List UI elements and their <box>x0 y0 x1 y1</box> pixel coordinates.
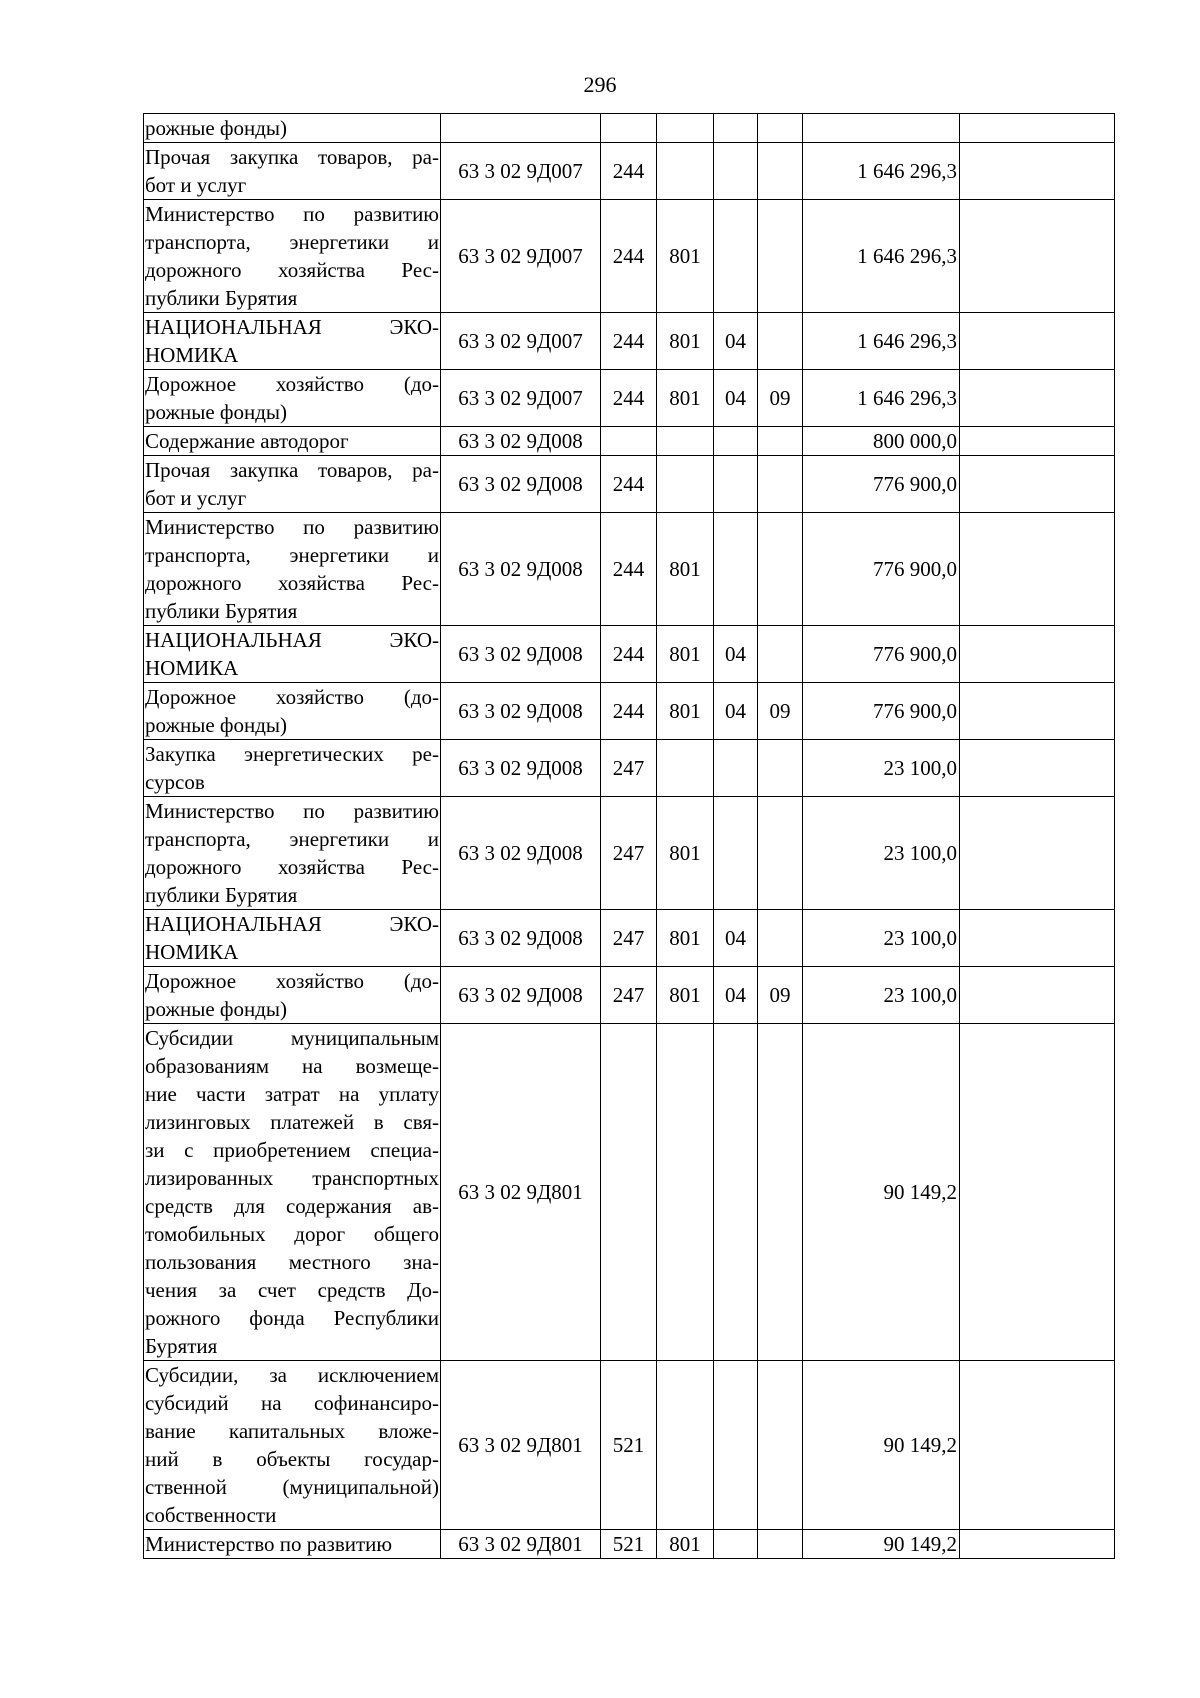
item-name-line: Министерство по развитию <box>145 515 439 539</box>
cell-expense-type <box>601 114 657 143</box>
cell-ministry-code: 801 <box>657 683 714 740</box>
item-name-line: Министерство по развитию <box>145 799 439 823</box>
cell-amount: 776 900,0 <box>803 626 960 683</box>
item-name-line: Прочая закупка товаров, ра- <box>145 458 439 482</box>
cell-ministry-code <box>657 114 714 143</box>
cell-expense-type: 521 <box>601 1361 657 1530</box>
cell-amount: 800 000,0 <box>803 427 960 456</box>
cell-amount: 1 646 296,3 <box>803 200 960 313</box>
cell-expense-type: 244 <box>601 456 657 513</box>
table-row <box>144 456 1115 513</box>
page-number: 296 <box>583 72 617 97</box>
cell-subsection: 09 <box>758 967 803 1024</box>
cell-empty <box>960 910 1115 967</box>
cell-subsection: 09 <box>758 683 803 740</box>
item-name-line: рожные фонды) <box>145 400 288 424</box>
cell-expense-type: 244 <box>601 683 657 740</box>
cell-item-name <box>144 740 441 797</box>
cell-section <box>714 1530 758 1559</box>
cell-subsection <box>758 740 803 797</box>
cell-section <box>714 1024 758 1361</box>
cell-item-name <box>144 683 441 740</box>
cell-section <box>714 114 758 143</box>
cell-empty <box>960 967 1115 1024</box>
cell-ministry-code: 801 <box>657 1530 714 1559</box>
cell-ministry-code: 801 <box>657 370 714 427</box>
cell-subsection <box>758 200 803 313</box>
item-name-line: транспорта, энергетики и <box>145 230 439 254</box>
cell-empty <box>960 370 1115 427</box>
item-name-line: рожного фонда Республики <box>145 1306 439 1330</box>
cell-section: 04 <box>714 683 758 740</box>
cell-item-name <box>144 910 441 967</box>
cell-amount: 90 149,2 <box>803 1361 960 1530</box>
cell-empty <box>960 114 1115 143</box>
table-row <box>144 683 1115 740</box>
item-name-line: сурсов <box>145 770 205 794</box>
table-row <box>144 513 1115 626</box>
table-row <box>144 143 1115 200</box>
cell-empty <box>960 1530 1115 1559</box>
item-name-line: НОМИКА <box>145 940 239 964</box>
item-name-line: бот и услуг <box>145 173 247 197</box>
item-name-line: НАЦИОНАЛЬНАЯ ЭКО- <box>145 912 439 936</box>
cell-target-code: 63 3 02 9Д008 <box>441 797 601 910</box>
cell-target-code: 63 3 02 9Д008 <box>441 967 601 1024</box>
item-name-line: транспорта, энергетики и <box>145 827 439 851</box>
cell-subsection <box>758 143 803 200</box>
cell-empty <box>960 427 1115 456</box>
cell-target-code: 63 3 02 9Д801 <box>441 1024 601 1361</box>
item-name-line: Бурятия <box>145 1334 218 1358</box>
table-row <box>144 370 1115 427</box>
cell-ministry-code: 801 <box>657 313 714 370</box>
cell-ministry-code <box>657 740 714 797</box>
cell-item-name <box>144 626 441 683</box>
item-name-line: Закупка энергетических ре- <box>145 742 439 766</box>
budget-table <box>143 113 1115 1559</box>
cell-amount: 23 100,0 <box>803 910 960 967</box>
item-name-line: Дорожное хозяйство (до- <box>145 685 439 709</box>
cell-target-code: 63 3 02 9Д008 <box>441 626 601 683</box>
cell-amount: 1 646 296,3 <box>803 370 960 427</box>
item-name-line: пользования местного зна- <box>145 1250 439 1274</box>
cell-expense-type: 247 <box>601 740 657 797</box>
cell-ministry-code: 801 <box>657 967 714 1024</box>
cell-subsection <box>758 1024 803 1361</box>
cell-expense-type: 244 <box>601 143 657 200</box>
item-name-line: ственной (муниципальной) <box>145 1475 439 1499</box>
item-name-line: рожные фонды) <box>145 116 288 140</box>
cell-section: 04 <box>714 910 758 967</box>
cell-subsection <box>758 797 803 910</box>
cell-empty <box>960 1024 1115 1361</box>
cell-section: 04 <box>714 967 758 1024</box>
item-name-line: публики Бурятия <box>145 286 298 310</box>
item-name-line: чения за счет средств До- <box>145 1278 439 1302</box>
cell-target-code: 63 3 02 9Д007 <box>441 313 601 370</box>
cell-ministry-code <box>657 1361 714 1530</box>
cell-target-code: 63 3 02 9Д801 <box>441 1530 601 1559</box>
cell-expense-type: 244 <box>601 513 657 626</box>
item-name-line: Дорожное хозяйство (до- <box>145 372 439 396</box>
cell-subsection <box>758 114 803 143</box>
table-row <box>144 1530 1115 1559</box>
item-name-line: дорожного хозяйства Рес- <box>145 258 439 282</box>
cell-expense-type: 244 <box>601 370 657 427</box>
cell-item-name <box>144 1361 441 1530</box>
cell-subsection <box>758 1361 803 1530</box>
cell-empty <box>960 683 1115 740</box>
cell-subsection: 09 <box>758 370 803 427</box>
item-name-line: Дорожное хозяйство (до- <box>145 969 439 993</box>
cell-target-code: 63 3 02 9Д008 <box>441 456 601 513</box>
cell-section <box>714 200 758 313</box>
cell-amount: 90 149,2 <box>803 1024 960 1361</box>
table-row <box>144 427 1115 456</box>
table-row <box>144 797 1115 910</box>
cell-section: 04 <box>714 626 758 683</box>
cell-target-code: 63 3 02 9Д007 <box>441 200 601 313</box>
item-name-line: ний в объекты государ- <box>145 1447 439 1471</box>
item-name-line: рожные фонды) <box>145 997 288 1021</box>
cell-subsection <box>758 427 803 456</box>
cell-amount: 776 900,0 <box>803 456 960 513</box>
item-name-line: бот и услуг <box>145 486 247 510</box>
cell-empty <box>960 626 1115 683</box>
cell-expense-type <box>601 427 657 456</box>
cell-target-code: 63 3 02 9Д007 <box>441 143 601 200</box>
cell-item-name <box>144 114 441 143</box>
cell-ministry-code: 801 <box>657 513 714 626</box>
cell-subsection <box>758 1530 803 1559</box>
item-name-line: лизированных транспортных <box>145 1166 439 1190</box>
item-name-line: субсидий на софинансиро- <box>145 1391 439 1415</box>
cell-expense-type: 244 <box>601 313 657 370</box>
cell-subsection <box>758 513 803 626</box>
item-name-line: НАЦИОНАЛЬНАЯ ЭКО- <box>145 315 439 339</box>
cell-empty <box>960 456 1115 513</box>
cell-item-name <box>144 313 441 370</box>
cell-target-code: 63 3 02 9Д008 <box>441 427 601 456</box>
item-name-line: средств для содержания ав- <box>145 1194 439 1218</box>
cell-item-name <box>144 1530 441 1559</box>
cell-amount: 23 100,0 <box>803 740 960 797</box>
item-name-line: зи с приобретением специа- <box>145 1138 439 1162</box>
table-row <box>144 200 1115 313</box>
cell-amount: 90 149,2 <box>803 1530 960 1559</box>
cell-amount: 1 646 296,3 <box>803 313 960 370</box>
table-row <box>144 740 1115 797</box>
table-row <box>144 1024 1115 1361</box>
cell-item-name <box>144 370 441 427</box>
cell-ministry-code <box>657 1024 714 1361</box>
table-row <box>144 114 1115 143</box>
table-row <box>144 1361 1115 1530</box>
table-row <box>144 626 1115 683</box>
cell-section <box>714 427 758 456</box>
item-name-line: Субсидии муниципальным <box>145 1026 439 1050</box>
cell-amount: 23 100,0 <box>803 797 960 910</box>
cell-amount <box>803 114 960 143</box>
item-name-line: НОМИКА <box>145 656 239 680</box>
table-row <box>144 967 1115 1024</box>
cell-ministry-code <box>657 456 714 513</box>
item-name-line: вание капитальных вложе- <box>145 1419 439 1443</box>
cell-target-code: 63 3 02 9Д008 <box>441 513 601 626</box>
item-name-line: рожные фонды) <box>145 713 288 737</box>
item-name-line: Министерство по развитию <box>145 202 439 226</box>
item-name-line: Прочая закупка товаров, ра- <box>145 145 439 169</box>
cell-empty <box>960 313 1115 370</box>
cell-amount: 1 646 296,3 <box>803 143 960 200</box>
item-name-line: ние части затрат на уплату <box>145 1082 439 1106</box>
cell-section <box>714 456 758 513</box>
cell-ministry-code <box>657 143 714 200</box>
item-name-line: Субсидии, за исключением <box>145 1363 439 1387</box>
cell-ministry-code: 801 <box>657 797 714 910</box>
cell-empty <box>960 200 1115 313</box>
cell-subsection <box>758 910 803 967</box>
cell-item-name <box>144 427 441 456</box>
cell-target-code: 63 3 02 9Д008 <box>441 683 601 740</box>
item-name-line: лизинговых платежей в свя- <box>145 1110 439 1134</box>
cell-empty <box>960 1361 1115 1530</box>
cell-target-code: 63 3 02 9Д007 <box>441 370 601 427</box>
cell-item-name <box>144 200 441 313</box>
item-name-line: НАЦИОНАЛЬНАЯ ЭКО- <box>145 628 439 652</box>
cell-expense-type: 247 <box>601 967 657 1024</box>
table-row <box>144 313 1115 370</box>
item-name-line: транспорта, энергетики и <box>145 543 439 567</box>
cell-section: 04 <box>714 370 758 427</box>
table-row <box>144 910 1115 967</box>
cell-target-code: 63 3 02 9Д801 <box>441 1361 601 1530</box>
item-name-line: Содержание автодорог <box>145 429 349 453</box>
cell-item-name <box>144 967 441 1024</box>
cell-empty <box>960 513 1115 626</box>
cell-section <box>714 143 758 200</box>
cell-subsection <box>758 626 803 683</box>
cell-section: 04 <box>714 313 758 370</box>
item-name-line: публики Бурятия <box>145 599 298 623</box>
cell-item-name <box>144 797 441 910</box>
cell-expense-type: 244 <box>601 200 657 313</box>
cell-section <box>714 797 758 910</box>
cell-item-name <box>144 456 441 513</box>
cell-target-code: 63 3 02 9Д008 <box>441 740 601 797</box>
cell-expense-type: 521 <box>601 1530 657 1559</box>
cell-item-name <box>144 513 441 626</box>
item-name-line: публики Бурятия <box>145 883 298 907</box>
cell-expense-type: 247 <box>601 910 657 967</box>
item-name-line: образованиям на возмеще- <box>145 1054 439 1078</box>
cell-section <box>714 740 758 797</box>
item-name-line: Министерство по развитию <box>145 1532 393 1556</box>
cell-amount: 776 900,0 <box>803 683 960 740</box>
cell-target-code <box>441 114 601 143</box>
cell-expense-type <box>601 1024 657 1361</box>
cell-item-name <box>144 143 441 200</box>
cell-subsection <box>758 456 803 513</box>
cell-subsection <box>758 313 803 370</box>
cell-item-name <box>144 1024 441 1361</box>
cell-empty <box>960 797 1115 910</box>
item-name-line: дорожного хозяйства Рес- <box>145 855 439 879</box>
item-name-line: собственности <box>145 1503 277 1527</box>
cell-expense-type: 244 <box>601 626 657 683</box>
cell-expense-type: 247 <box>601 797 657 910</box>
cell-ministry-code <box>657 427 714 456</box>
item-name-line: томобильных дорог общего <box>145 1222 439 1246</box>
cell-ministry-code: 801 <box>657 200 714 313</box>
cell-ministry-code: 801 <box>657 910 714 967</box>
cell-amount: 23 100,0 <box>803 967 960 1024</box>
item-name-line: дорожного хозяйства Рес- <box>145 571 439 595</box>
cell-target-code: 63 3 02 9Д008 <box>441 910 601 967</box>
cell-amount: 776 900,0 <box>803 513 960 626</box>
cell-empty <box>960 740 1115 797</box>
cell-ministry-code: 801 <box>657 626 714 683</box>
cell-empty <box>960 143 1115 200</box>
cell-section <box>714 1361 758 1530</box>
item-name-line: НОМИКА <box>145 343 239 367</box>
cell-section <box>714 513 758 626</box>
